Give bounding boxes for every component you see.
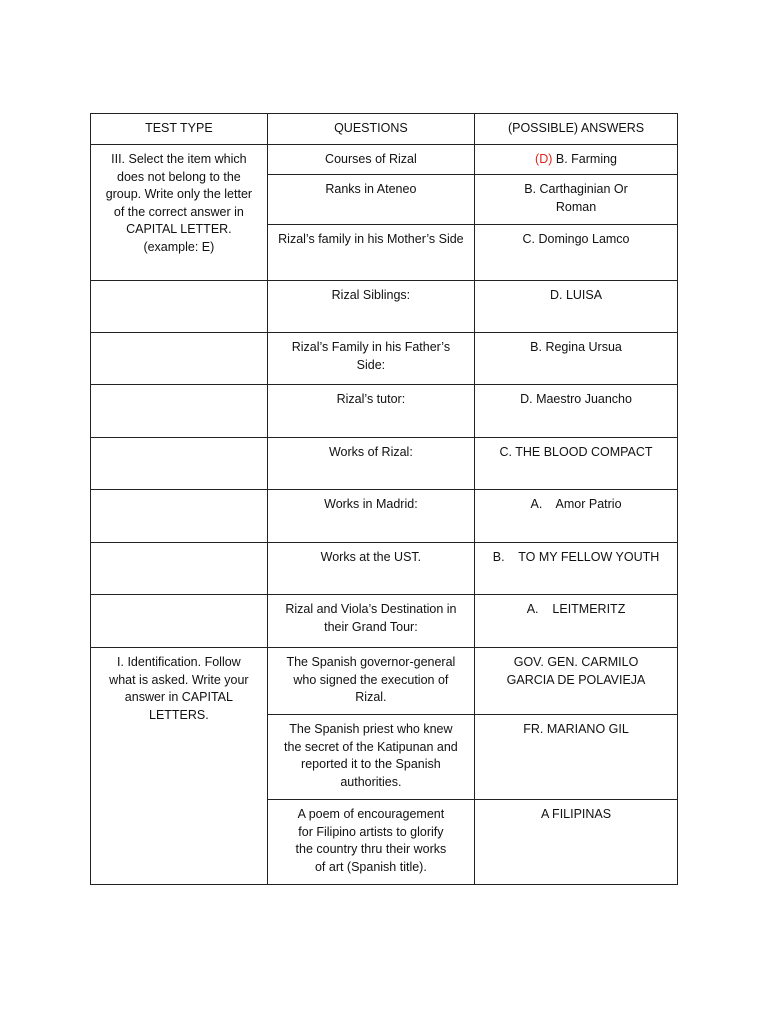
answer-cell: FR. MARIANO GIL bbox=[475, 715, 678, 800]
question-cell: Rizal’s Family in his Father’s Side: bbox=[267, 333, 474, 385]
question-cell: Works at the UST. bbox=[267, 543, 474, 595]
answer-cell: A. Amor Patrio bbox=[475, 490, 678, 543]
answer-cell: D. LUISA bbox=[475, 281, 678, 333]
section3-instruction: III. Select the item which does not belong to the group. Write only the letter of the correct answer in CAPITAL LETTER. (example: E) bbox=[91, 145, 268, 281]
question-cell: Ranks in Ateneo bbox=[267, 175, 474, 225]
answer-text: B. Farming bbox=[555, 152, 618, 166]
answer-cell: C. Domingo Lamco bbox=[475, 225, 678, 281]
answer-cell bbox=[475, 145, 678, 175]
table-row bbox=[91, 281, 678, 333]
quiz-table bbox=[90, 113, 678, 885]
answer-cell: C. THE BLOOD COMPACT bbox=[475, 438, 678, 490]
answer-cell: B. Carthaginian Or Roman bbox=[475, 175, 678, 225]
question-cell: Works in Madrid: bbox=[267, 490, 474, 543]
question-cell: The Spanish governor-general who signed the execution of Rizal. bbox=[267, 648, 474, 715]
header-questions: QUESTIONS bbox=[267, 114, 474, 145]
answer-cell: GOV. GEN. CARMILO GARCIA DE POLAVIEJA bbox=[475, 648, 678, 715]
question-cell: Works of Rizal: bbox=[267, 438, 474, 490]
answer-mark: (D) bbox=[535, 152, 553, 166]
question-cell: Rizal’s tutor: bbox=[267, 385, 474, 438]
table-row bbox=[91, 385, 678, 438]
question-cell: Rizal and Viola’s Destination in their Grand Tour: bbox=[267, 595, 474, 648]
question-cell: Rizal Siblings: bbox=[267, 281, 474, 333]
section1-instruction: I. Identification. Follow what is asked. Write your answer in CAPITAL LETTERS. bbox=[91, 648, 268, 885]
empty-cell bbox=[91, 490, 268, 543]
question-cell: The Spanish priest who knew the secret of the Katipunan and reported it to the Spanish authorities. bbox=[267, 715, 474, 800]
header-row bbox=[91, 114, 678, 145]
question-cell: Courses of Rizal bbox=[267, 145, 474, 175]
table-row bbox=[91, 490, 678, 543]
question-cell: Rizal’s family in his Mother’s Side bbox=[267, 225, 474, 281]
empty-cell bbox=[91, 385, 268, 438]
header-answers: (POSSIBLE) ANSWERS bbox=[475, 114, 678, 145]
answer-cell: B. TO MY FELLOW YOUTH bbox=[475, 543, 678, 595]
header-test-type: TEST TYPE bbox=[91, 114, 268, 145]
answer-cell: D. Maestro Juancho bbox=[475, 385, 678, 438]
table-row bbox=[91, 333, 678, 385]
table-row bbox=[91, 543, 678, 595]
empty-cell bbox=[91, 595, 268, 648]
answer-cell: A FILIPINAS bbox=[475, 800, 678, 885]
empty-cell bbox=[91, 438, 268, 490]
empty-cell bbox=[91, 281, 268, 333]
answer-cell: A. LEITMERITZ bbox=[475, 595, 678, 648]
table-row bbox=[91, 438, 678, 490]
empty-cell bbox=[91, 543, 268, 595]
table-row bbox=[91, 145, 678, 175]
table-row bbox=[91, 648, 678, 715]
answer-cell: B. Regina Ursua bbox=[475, 333, 678, 385]
empty-cell bbox=[91, 333, 268, 385]
table-row bbox=[91, 595, 678, 648]
question-cell: A poem of encouragement for Filipino artists to glorify the country thru their works of art (Spanish title). bbox=[267, 800, 474, 885]
